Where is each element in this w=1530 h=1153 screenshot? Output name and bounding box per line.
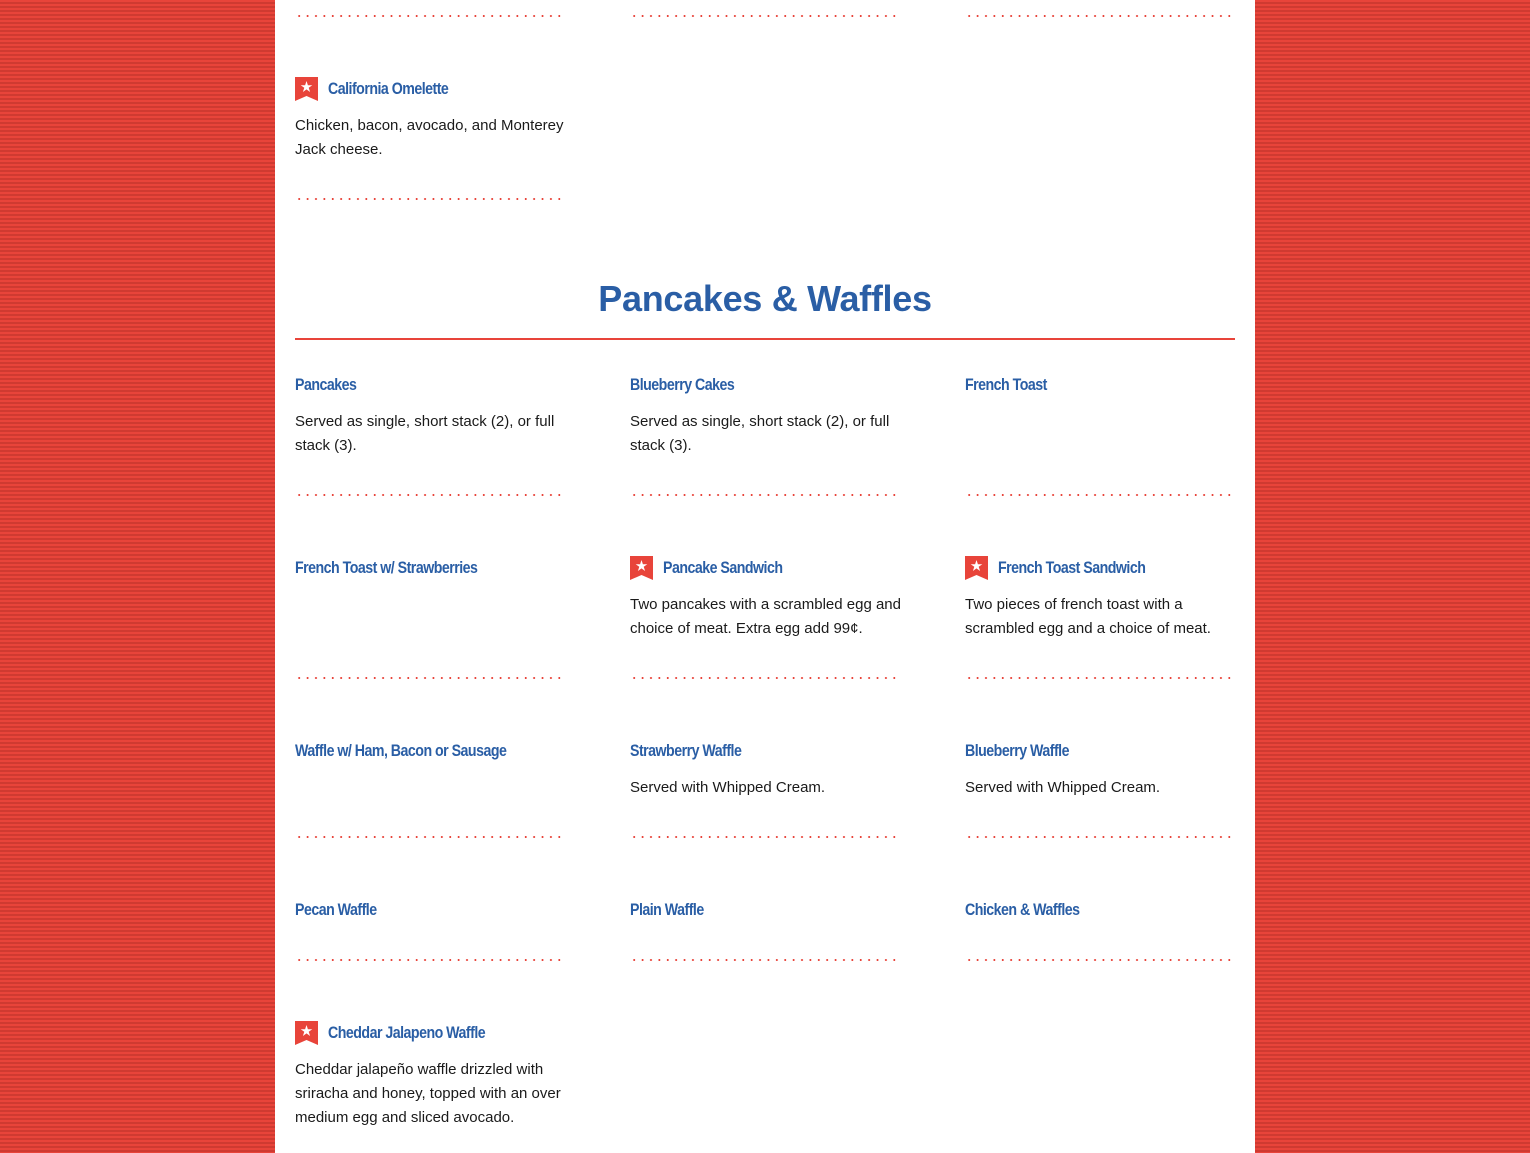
dotted-separator <box>295 959 563 961</box>
menu-item-name: French Toast Sandwich <box>998 559 1146 577</box>
dotted-separator <box>295 677 563 679</box>
dotted-separator <box>965 494 1233 496</box>
menu-item-description: Served with Whipped Cream. <box>630 779 826 796</box>
menu-item-name: Blueberry Cakes <box>630 376 735 394</box>
menu-item-name: Pancakes <box>295 376 357 394</box>
menu-item-description: Chicken, bacon, avocado, and Monterey Jack cheese. <box>295 117 564 158</box>
dotted-separator <box>295 15 563 17</box>
menu-item-name: Chicken & Waffles <box>965 901 1080 919</box>
dotted-separator <box>630 494 898 496</box>
dotted-separator <box>295 198 563 200</box>
dotted-separator <box>630 836 898 838</box>
dotted-separator <box>965 677 1233 679</box>
menu-item-name: French Toast w/ Strawberries <box>295 559 478 577</box>
menu-item-description: Cheddar jalapeño waffle drizzled with sriracha and honey, topped with an over medium egg and sliced avocado. <box>295 1061 561 1126</box>
menu-page <box>275 0 1255 1153</box>
dotted-separator <box>630 677 898 679</box>
section-divider <box>295 338 1235 340</box>
dotted-separator <box>295 836 563 838</box>
menu-content <box>295 0 1235 1153</box>
menu-item-description: Served with Whipped Cream. <box>965 779 1161 796</box>
dotted-separator <box>965 836 1233 838</box>
dotted-separator <box>630 15 898 17</box>
menu-item-description: Two pieces of french toast with a scrambled egg and a choice of meat. <box>965 596 1211 637</box>
dotted-separator <box>965 959 1233 961</box>
menu-item-description: Two pancakes with a scrambled egg and choice of meat. Extra egg add 99¢. <box>630 596 901 637</box>
menu-item-name: French Toast <box>965 376 1047 394</box>
menu-item-name: Plain Waffle <box>630 901 704 919</box>
star-badge-icon <box>965 556 988 580</box>
section-title: Pancakes & Waffles <box>598 278 932 319</box>
menu-item-name: California Omelette <box>328 80 449 98</box>
menu-item-name: Pecan Waffle <box>295 901 377 919</box>
dotted-separator <box>295 494 563 496</box>
star-badge-icon <box>630 556 653 580</box>
dotted-separator <box>630 959 898 961</box>
menu-item-name: Strawberry Waffle <box>630 742 742 760</box>
menu-item-name: Pancake Sandwich <box>663 559 783 577</box>
menu-item-description: Served as single, short stack (2), or full stack (3). <box>295 413 555 454</box>
star-badge-icon <box>295 77 318 101</box>
menu-item-name: Cheddar Jalapeno Waffle <box>328 1024 486 1042</box>
star-badge-icon <box>295 1021 318 1045</box>
menu-item-name: Waffle w/ Ham, Bacon or Sausage <box>295 742 507 760</box>
menu-item-name: Blueberry Waffle <box>965 742 1069 760</box>
dotted-separator <box>965 15 1233 17</box>
menu-item-description: Served as single, short stack (2), or full stack (3). <box>630 413 890 454</box>
